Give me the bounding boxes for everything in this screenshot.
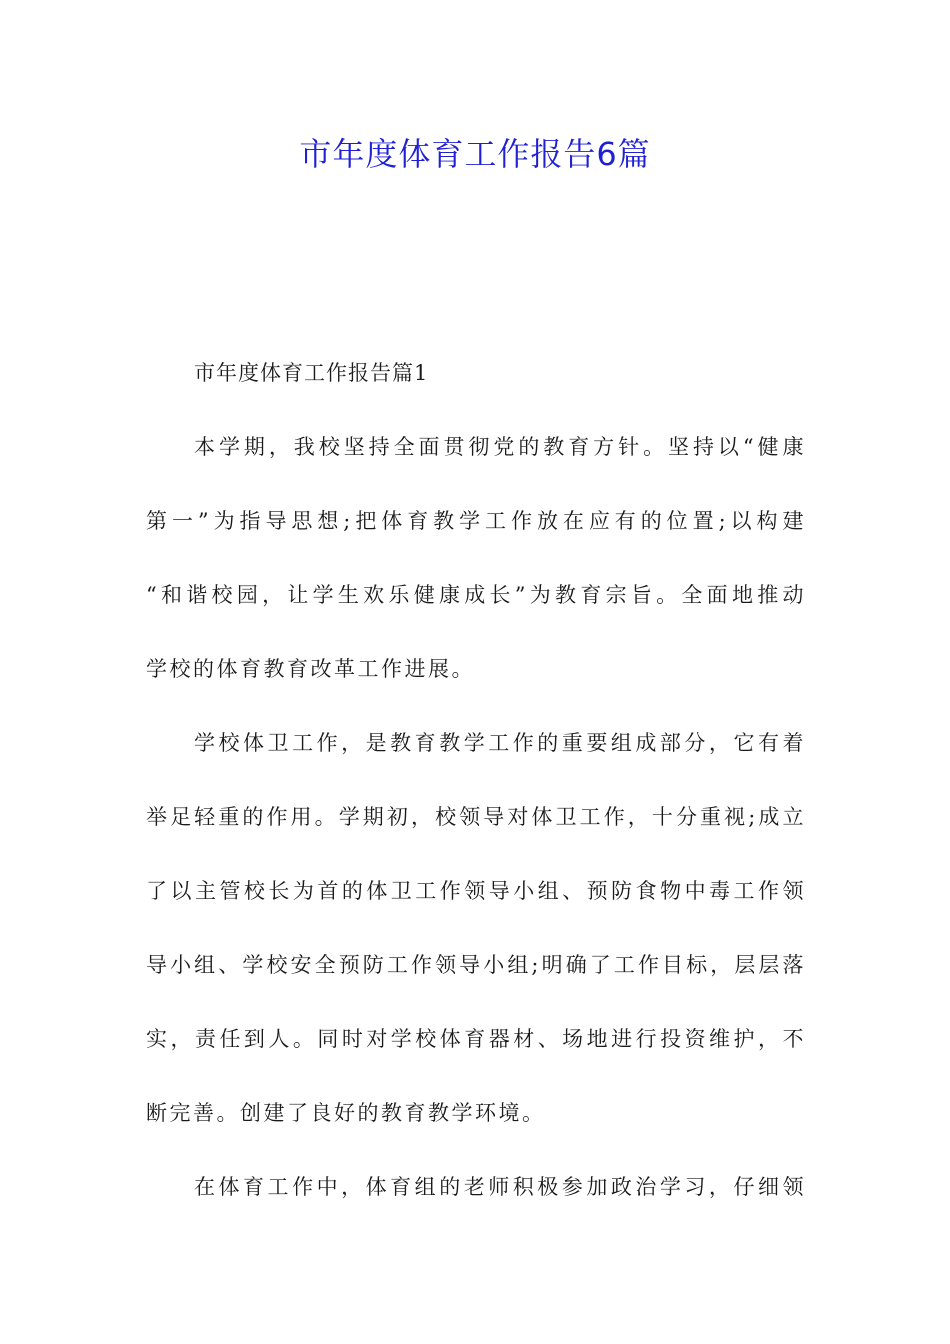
- paragraph: [146, 410, 806, 706]
- paragraph-line: 第一”为指导思想;把体育教学工作放在应有的位置;以构建: [146, 509, 806, 533]
- paragraph-line: 了以主管校长为首的体卫工作领导小组、预防食物中毒工作领: [146, 879, 806, 903]
- document-body: [146, 336, 806, 1224]
- paragraph-line: 导小组、学校安全预防工作领导小组;明确了工作目标，层层落: [146, 953, 806, 977]
- paragraph-line: 本学期，我校坚持全面贯彻党的教育方针。坚持以“健康: [194, 435, 806, 459]
- paragraph-line: 学校的体育教育改革工作进展。: [146, 657, 475, 681]
- document-title: 市年度体育工作报告6篇: [299, 135, 651, 173]
- paragraph-line: 断完善。创建了良好的教育教学环境。: [146, 1101, 546, 1125]
- paragraph-line: “和谐校园，让学生欢乐健康成长”为教育宗旨。全面地推动: [146, 583, 806, 607]
- paragraph-line: 在体育工作中，体育组的老师积极参加政治学习，仔细领: [194, 1175, 806, 1199]
- paragraph: [146, 706, 806, 1150]
- paragraph-line: 举足轻重的作用。学期初，校领导对体卫工作，十分重视;成立: [146, 805, 806, 829]
- section-heading: 市年度体育工作报告篇1: [194, 361, 429, 385]
- paragraph-line: 学校体卫工作，是教育教学工作的重要组成部分，它有着: [194, 731, 806, 755]
- paragraph: [146, 1150, 806, 1224]
- paragraph-line: 实，责任到人。同时对学校体育器材、场地进行投资维护，不: [146, 1027, 806, 1051]
